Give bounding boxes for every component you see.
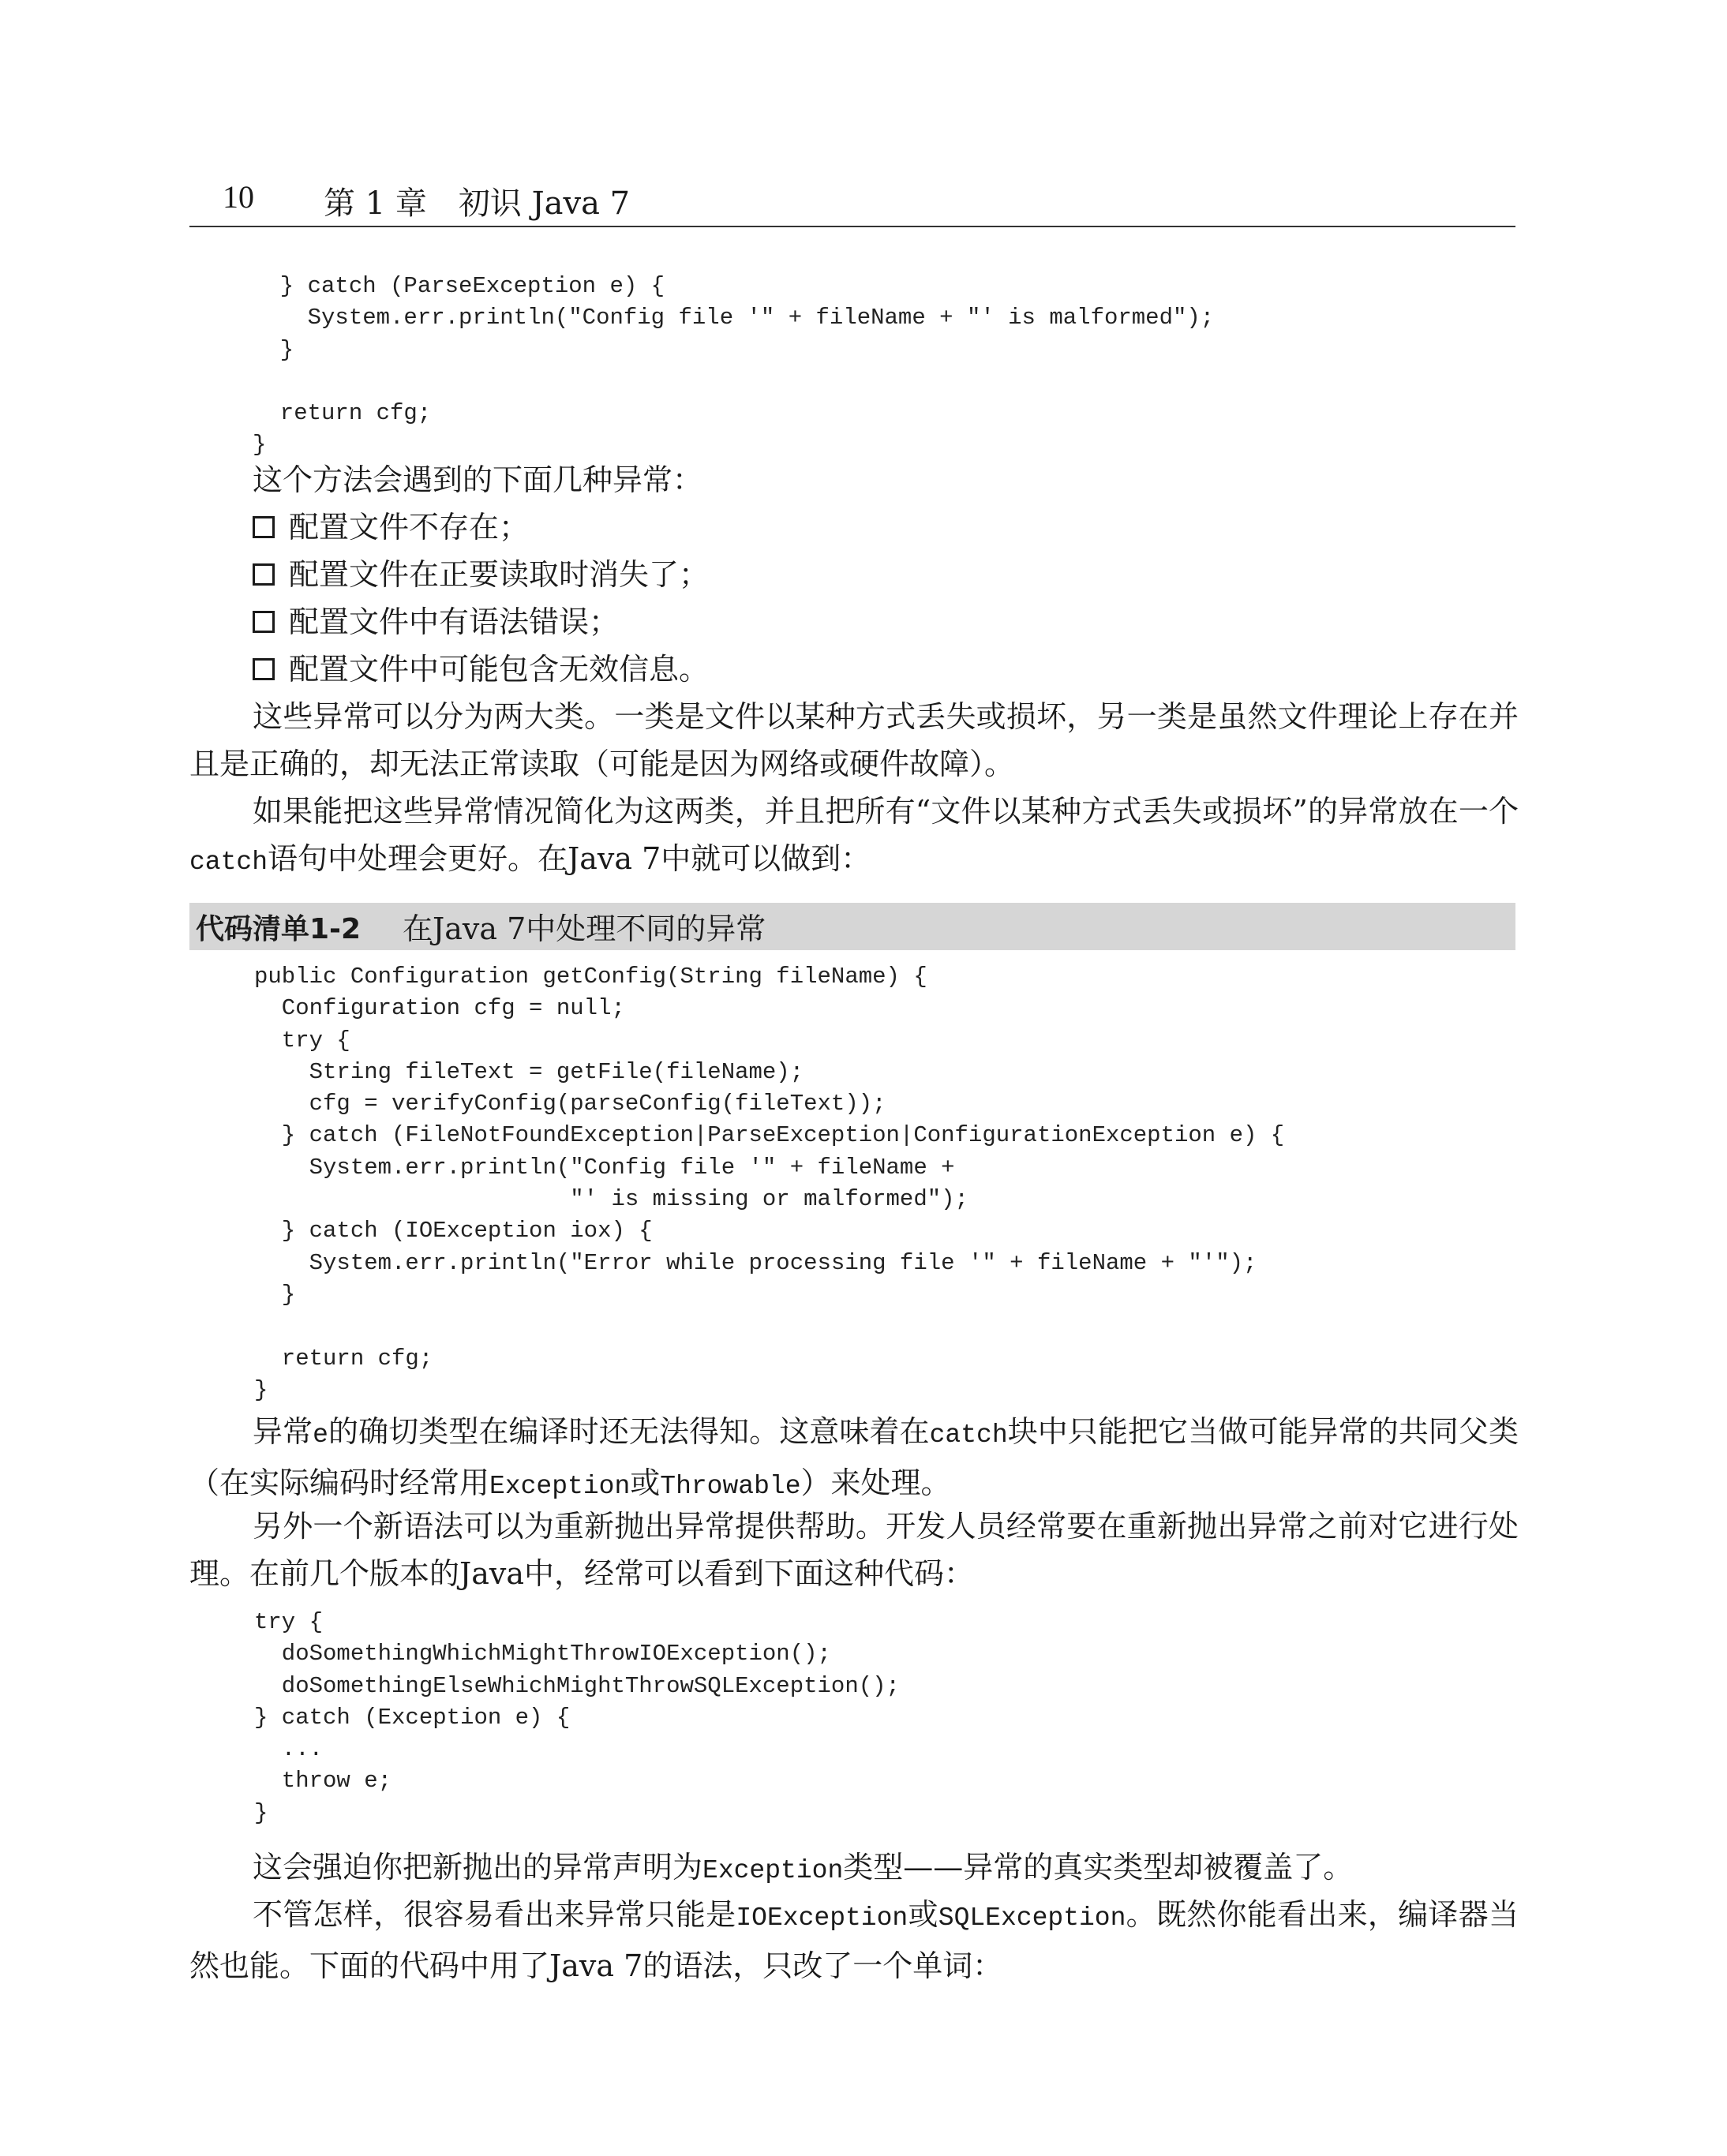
list-item: 配置文件中有语法错误； — [253, 598, 619, 646]
paragraph-rethrow: 另外一个新语法可以为重新抛出异常提供帮助。开发人员经常要在重新抛出异常之前对它进行处理。在前几个版本的Java中，经常可以看到下面这种代码： — [189, 1509, 1519, 1591]
checkbox-bullet-icon — [253, 563, 275, 586]
paragraph-exception-overwritten: 这会强迫你把新抛出的异常声明为Exception类型——异常的真实类型却被覆盖了。 — [253, 1850, 1354, 1885]
page-header — [189, 178, 1515, 227]
paragraph-simplify: 如果能把这些异常情况简化为这两类，并且把所有“文件以某种方式丢失或损坏”的异常放在一个catch语句中处理会更好。在Java 7中就可以做到： — [189, 794, 1519, 877]
listing-caption-bar — [189, 903, 1515, 950]
checkbox-bullet-icon — [253, 516, 275, 538]
intro-text: 这个方法会遇到的下面几种异常： — [253, 462, 703, 497]
listing-title: 在Java 7中处理不同的异常 — [403, 911, 766, 946]
paragraph-exception-categories: 这些异常可以分为两大类。一类是文件以某种方式丢失或损坏，另一类是虽然文件理论上存在并且是正确的，却无法正常读取（可能是因为网络或硬件故障）。 — [189, 699, 1519, 781]
page-number: 10 — [223, 179, 254, 215]
list-item: 配置文件中可能包含无效信息。 — [253, 646, 709, 693]
paragraph-compiler-inference: 不管怎样，很容易看出来异常只能是IOException或SQLException。既然你能看出来，编译器当然也能。下面的代码中用了Java 7的语法，只改了一个单词： — [189, 1897, 1519, 1983]
list-item: 配置文件不存在； — [253, 503, 529, 551]
code-block-catch-parse: } catch (ParseException e) { System.err.println("Config file '" + fileName + "' is malformed"); } return cfg; } — [253, 273, 1215, 459]
checkbox-bullet-icon — [253, 611, 275, 633]
list-item: 配置文件在正要读取时消失了； — [253, 551, 709, 598]
chapter-title: 第 1 章 初识 Java 7 — [324, 185, 631, 222]
listing-label: 代码清单1-2 — [196, 913, 362, 945]
paragraph-exception-type: 异常e的确切类型在编译时还无法得知。这意味着在catch块中只能把它当做可能异常的共同父类（在实际编码时经常用Exception或Throwable）来处理。 — [189, 1414, 1519, 1501]
code-block-rethrow: try { doSomethingWhichMightThrowIOException(); doSomethingElseWhichMightThrowSQLException(); } catch (Exception e) { ... throw e; } — [254, 1609, 900, 1826]
checkbox-bullet-icon — [253, 658, 275, 680]
code-block-multicatch: public Configuration getConfig(String fileName) { Configuration cfg = null; try { String fileText = getFile(fileName); cfg = verifyConfig(parseConfig(fileText)); } catch (FileNotFoundException|ParseException|ConfigurationException e) { System.err.println("Config file '" + fileName + "' is missing or malformed"); } catch (IOException iox) { System.err.println("Error while processing file '" + fileName + "'"); } return cfg; } — [254, 964, 1285, 1403]
